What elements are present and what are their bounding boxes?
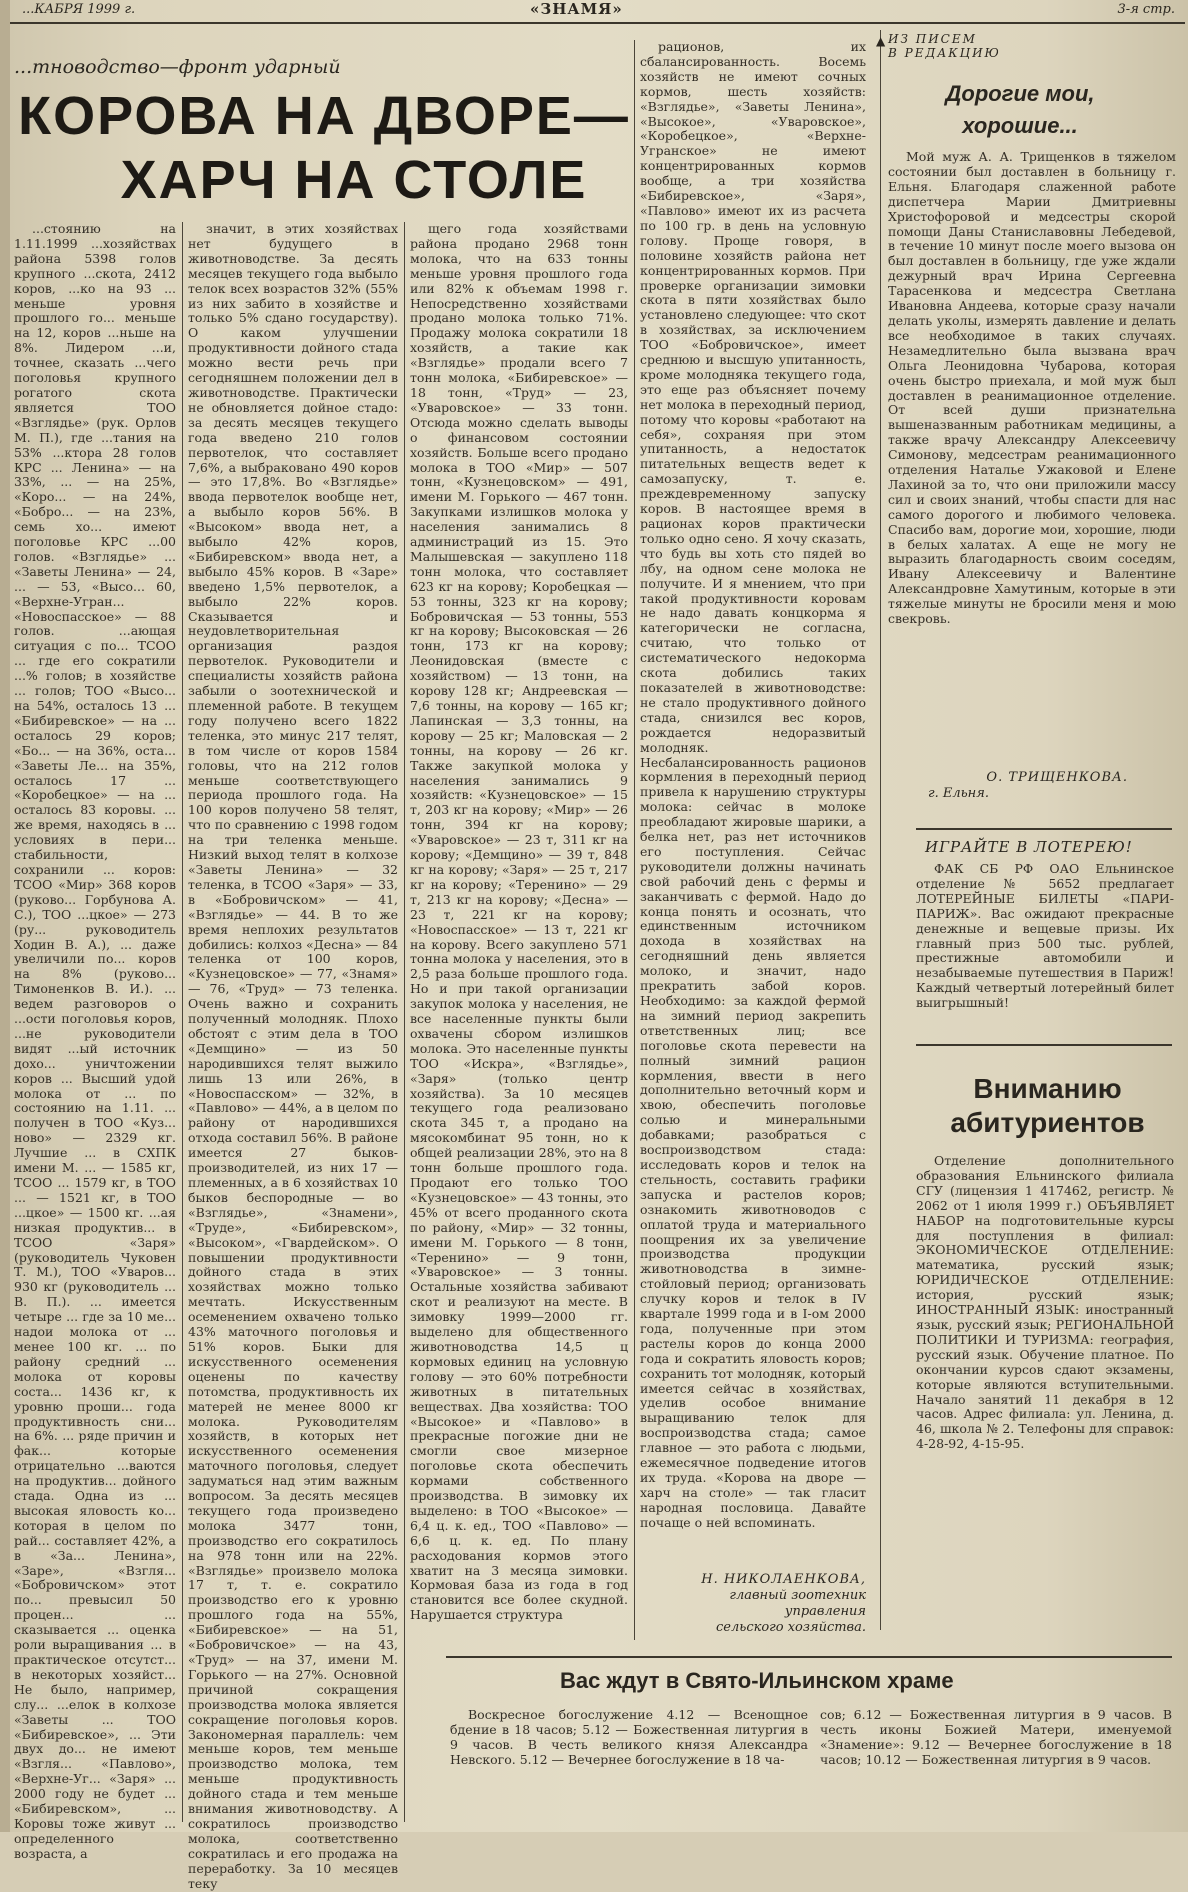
article-headline — [14, 84, 634, 212]
letter-title: Дорогие мои, хорошие... — [945, 81, 1095, 138]
letter-text: Мой муж А. А. Трищенков в тяжелом состоянии был доставлен в больницу г. Ельня. Благодаря слаженной работе диспетчера Марии Дмитриевны Христофоровой и медсестры скорой помощи Даны Станиславовны Лебедевой, в течение 10 минут после моего вызова он был доставлен в больницу, где уже ждали дежурный врач Ирина Сергеевна Тарасенкова и медсестра Светлана Ивановна Андеева, которые сразу начали делать уколы, измерять давление и делать все необходимое в таких случаях. Незамедлительно была вызвана врач Ольга Леонидовна Чубарова, которая очень быстро приехала, и мой муж был доставлен в реанимационное отделение. От всей души признательна вышеназванным работникам медицины, а также врачу Александру Алексеевичу Симонову, медсестрам реанимационного отделения Наталье Ужаковой и Елене Лахиной за то, что они приложили массу сил и своих знаний, чтобы спасти для нас самого дорогого и любимого человека. Спасибо вам, дорогие мои, хорошие, люди в белых халатах. А еще не могу не выразить благодарность своим соседям, Ивану Алексеевичу и Валентине Александровне Хамутиным, которые в эти тяжелые минуты не бросили меня и мою свекровь. — [888, 149, 1176, 627]
page-header — [10, 0, 1185, 24]
letter-rubric: ▲ ИЗ ПИСЕМ В РЕДАКЦИЮ — [876, 32, 1001, 60]
column-divider — [634, 40, 635, 1640]
section-divider — [916, 828, 1172, 830]
temple-text-2: сов; 6.12 — Божественная литургия в 9 часов. В честь иконы Божией Матери, именуемой «Знамение»: 9.12 — Вечернее богослужение в 18 часов; 10.12 — Божественная литургия в 9 часов. — [820, 1707, 1172, 1767]
temple-title: Вас ждут в Свято-Ильинском храме — [560, 1668, 954, 1693]
section-divider — [446, 1656, 1172, 1658]
letter-signature: О. ТРИЩЕНКОВА. г. Ельня. — [928, 770, 1128, 801]
article-column-3: щего года хозяйствами района продано 2968 тонн молока, что на 633 тонны меньше уровня прошлого года или 82% к объемам 1998 г. Непосредственно хозяйствами продано молока только 71%. Продажу молока сократили 18 хозяйств, а такие как «Взглядье» продали всего 7 тонн молока, «Бибиревское» — 18 тонн, «Труд» — 23, «Уваровское» — 33 тонн. Отсюда можно сделать выводы о финансовом состоянии хозяйств. Больше всего продано молока в ТОО «Мир» — 507 тонн, «Кузнецовском» — 491, имени М. Горького — 467 тонн. Закупками излишков молока у населения занимались 8 администраций из 15. Это Малышевская — закуплено 118 тонн молока, что составляет 623 кг на корову; Коробецкая — 53 тонны, 323 кг на корову; Бобровичская — 53 тонны, 553 кг на корову; Высоковская — 26 тонн, 173 кг на корову; Леонидовская (вместе с хозяйством) — 13 тонн, на корову 128 кг; Андреевская — 7,6 тонны, на корову — 165 кг; Лапинская — 3,3 тонны, на корову — 25 кг; Маловская — 2 тонны, на корову — 26 кг. Также закупкой молока у населения занимались 9 хозяйств: «Кузнецовское» — 15 т, 203 кг на корову; «Мир» — 26 тонн, 394 кг на корову; «Уваровское» — 23 т, 311 кг на корову; «Демщино» — 39 т, 848 кг на корову; «Заря» — 25 т, 217 кг на корову; «Теренино» — 29 т, 213 кг на корову; «Десна» — 23 т, 221 кг на корову; «Новоспасское» — 13 т, 221 кг на корову. Всего закуплено 571 тонна молока у населения, это в 2,5 раза больше прошлого года. Но и при такой организации закупок молока у населения, не все населенные пункты были охвачены сбором излишков молока. Это населенные пункты ТОО «Искра», «Взглядье», «Заря» (только центр хозяйства). За 10 месяцев текущего года реализовано скота 345 т, а продано на мясокомбинат 95 тонн, но к общей реализации 28%, это на 8 тонн больше прошлого года. Продают его только ТОО «Кузнецовское» — 43 тонны, это 45% от всего проданного скота по району, «Мир» — 32 тонны, имени М. Горького — 8 тонн, «Теренино» — 9 тонн, «Уваровское» — 3 тонны. Остальные хозяйства забивают скот и реализуют на месте. В зимовку 1999—2000 гг. выделено для общественного животноводства 14,5 ц кормовых единиц на условную голову — это 60% потребности животных в питательных веществах. Два хозяйства: ТОО «Высокое» и «Павлово» в прекрасные погожие дни не смогли свое мизерное поголовье скота обеспечить кормами собственного производства. В зимовку их выделено: в ТОО «Высокое» — 6,4 ц. к. ед., ТОО «Павлово» — 6,6 ц. к. ед. По плану расходования кормов этого хватит на 3 месяца зимовки. Кормовая база из года в год становится все более скудной. Нарушается структура — [410, 221, 628, 1623]
article-column-2: значит, в этих хозяйствах нет будущего в животноводстве. За десять месяцев текущего года выбыло телок всех возрастов 32% (55% из них забито в хозяйстве и только 5% сдано государству). О каком улучшении продуктивности дойного стада можно вести речь при сегодняшнем положении дел в животноводстве. Практически не обновляется дойное стадо: за десять месяцев текущего года введено 210 голов первотелок, что составляет 7,6%, а выбраковано 490 коров — это 17,8%. Во «Взглядье» ввода первотелок вообще нет, а выбыло коров 56%. В «Высоком» ввода нет, а выбыло 42% коров, «Бибиревском» ввода нет, а выбыло 45% коров. В «Заре» введено 1,5% первотелок, а выбыло 22% коров. Сказывается и неудовлетворительная организация раздоя первотелок. Руководители и специалисты хозяйств района забыли о зоотехнической и племенной работе. В текущем году получено всего 1822 теленка, это минус 217 телят, в том числе от коров 1584 головы, что на 212 голов меньше соответствующего периода прошлого года. На 100 коров получено 58 телят, что по сравнению с 1998 годом на три теленка меньше. Низкий выход телят в колхозе «Заветы Ленина» — 32 теленка, в ТСОО «Заря» — 33, в «Бобровичском» — 41, «Взглядье» — 44. В то же время неплохих результатов добились: колхоз «Десна» — 84 теленка от 100 коров, «Кузнецовское» — 77, «Знамя» — 76, «Труд» — 73 теленка. Очень важно и сохранить полученный молодняк. Плохо обстоят с этим дела в ТОО «Демщино» — из 50 народившихся телят выжило лишь 13 или 26%, в «Новоспасском» — 32%, в «Павлово» — 44%, а в целом по району от народившихся отхода составил 56%. В районе имеется 27 быков-производителей, из них 17 — племенных, а в 6 хозяйствах 10 быков беспородные — во «Взглядье», «Знамени», «Труде», «Бибиревском», «Высоком», «Гвардейском». О повышении продуктивности дойного стада в этих хозяйствах можно только мечтать. Искусственным осеменением охвачено только 43% маточного поголовья и 51% коров. Быки для искусственного осеменения оценены по качеству потомства, продуктивность их матерей не менее 8000 кг молока. Руководителям хозяйств, в которых нет искусственного осеменения маточного поголовья, следует задуматься над этим важным вопросом. За десять месяцев текущего года произведено молока 3477 тонн, производство его сократилось на 978 тонн или на 22%. «Взглядье» произвело молока 17 т, т. е. сократило производство его к уровню прошлого года на 55%, «Бибиревское» — на 51, «Бобровичское» — на 43, «Труд» — на 37, имени М. Горького — на 27%. Основной причиной сокращения производства молока является сокращение поголовья коров. Закономерная параллель: чем меньше коров, тем меньше производство молока, тем меньше продуктивность дойного стада и тем меньше внимания животноводству. А сократилось производство молока, соответственно сократилась и его продажа на переработку. За 10 месяцев теку — [188, 221, 398, 1891]
page-fold — [0, 0, 10, 1832]
article-signature: Н. НИКОЛАЕНКОВА, главный зоотехник управления сельского хозяйства. — [701, 1572, 866, 1635]
column-divider — [404, 222, 405, 1822]
temple-text-1: Воскресное богослужение 4.12 — Всенощное бдение в 18 часов; 5.12 — Божественная литургия в 9 часов. В честь великого князя Александра Невского. 5.12 — Вечернее богослужение в 18 ча- — [450, 1707, 808, 1767]
headline-line-2: ХАРЧ НА СТОЛЕ — [120, 150, 588, 210]
column-divider — [880, 30, 881, 1630]
lottery-text: ФАК СБ РФ ОАО Ельнинское отделение № 5652 предлагает ЛОТЕРЕЙНЫЕ БИЛЕТЫ «ПАРИ-ПАРИЖ». Вас ожидают прекрасные денежные и вещевые призы. Их главный приз 500 тыс. рублей, престижные автомобили и незабываемые путешествия в Париж! Каждый четвертый лотерейный билет выигрышный! — [916, 861, 1174, 1011]
triangle-icon: ▲ — [876, 34, 888, 48]
lottery-title: ИГРАЙТЕ В ЛОТЕРЕЮ! — [925, 838, 1133, 856]
issue-date: ...КАБРЯ 1999 г. — [22, 2, 136, 17]
column-divider — [182, 222, 183, 1822]
article-rubric: ...тноводство—фронт ударный — [14, 56, 341, 78]
applicants-text: Отделение дополнительного образования Ельнинского филиала СГУ (лицензия 1 417462, регистр. № 2062 от 1 июля 1999 г.) ОБЪЯВЛЯЕТ НАБОР на подготовительные курсы для поступления в филиал: ЭКОНОМИЧЕСКОЕ ОТДЕЛЕНИЕ: математика, русский язык; ЮРИДИЧЕСКОЕ ОТДЕЛЕНИЕ: история, русский язык; ИНОСТРАННЫЙ ЯЗЫК: иностранный язык, русский язык; РЕГИОНАЛЬНОЙ ПОЛИТИКИ И ТУРИЗМА: география, русский язык. Обучение платное. По окончании курсов сдают экзамены, которые являются вступительными. Начало занятий 11 декабря в 12 часов. Адрес филиала: ул. Ленина, д. 46, школа № 2. Телефоны для справок: 4-28-92, 4-15-95. — [916, 1153, 1174, 1452]
article-column-4: рационов, их сбалансированность. Восемь хозяйств не имеют сочных кормов, шесть хозяйств: «Взглядье», «Заветы Ленина», «Высокое», «Уваровское», «Коробецкое», «Верхне-Угранское» не имеют концентрированных кормов вообще, а три хозяйства «Бибиревское», «Заря», «Павлово» имеют их из расчета по 100 гр. в день на условную голову. Проще говоря, в половине хозяйств района нет концентрированных кормов. При проверке организации зимовки скота в пяти хозяйствах было установлено следующее: что скот в хозяйствах, за исключением ТОО «Бобровичское», имеет среднюю и высшую упитанность, кроме молодняка текущего года, это еще раз объясняет почему нет молока в переходный период, потому что коровы «работают на себя», сохраняя при этом упитанность, а недостаток питательных веществ ведет к самозапуску, т. е. преждевременному запуску коров. В настоящее время в рационах коров практически только одно сено. Я хочу сказать, что будь вы хоть сто пядей во лбу, на одном сене молока не получите. И я мнением, что при такой продуктивности коровам не надо давать концкорма я категорически не согласна, считаю, что только от систематического недокорма скота добились таких показателей в животноводстве: не стало продуктивного дойного стада, снизился вес коров, рождается недоразвитый молодняк. Несбалансированность рационов кормления в переходный период привела к нарушению структуры молока: сейчас в молоке преобладают жировые шарики, а белка нет, раз нет источников его поступления. Сейчас руководители должны начинать свой рабочий день с фермы и заканчивать с фермой. Надо до конца понять и осознать, что единственным источником дохода в хозяйствах на сегодняшний день является молоко, и значит, надо прекратить забой коров. Необходимо: за каждой фермой на зимний период закрепить ответственных лиц; все поголовье скота перевести на полный зимний рацион кормления, ввести в него дополнительно веточный корм и хвою, обеспечить поголовье солью и минеральными добавками; разобраться с воспроизводством стада: исследовать коров и телок на стельность, составить графики запуска и растелов коров; ознакомить животноводов с оплатой труда и материального поощрения их за увеличение производства продукции животноводства в зимне-стойловый период; организовать случку коров и телок в IV квартале 1999 года и в I-ом 2000 года, полученные при этом растелы коров до конца 2000 года и сократить яловость коров; сохранить тот молодняк, который имеется сейчас в хозяйствах, уделив особое внимание выращиванию телок для воспроизводства стада; самое главное — это работа с людьми, ежемесячное подведение итогов их труда. «Корова на дворе — харч на столе» — так гласит народная пословица. Давайте почаще о ней вспоминать. — [640, 39, 866, 1530]
newspaper-name: «ЗНАМЯ» — [530, 0, 623, 18]
applicants-title: Вниманию абитуриентов — [950, 1073, 1145, 1138]
headline-line-1: КОРОВА НА ДВОРЕ— — [18, 86, 630, 146]
section-divider — [916, 1044, 1172, 1046]
article-column-1: ...стоянию на 1.11.1999 ...хозяйствах района 5398 голов крупного ...скота, 2412 коров, ...ко на 93 ... меньше уровня прошлого го... меньше на 12, коров ...ньше на 8%. Лидером ...и, точнее, сказать ...чего поголовья крупного рогатого скота является ТОО «Взглядье» (рук. Орлов М. П.), где ...тания на 53% ...ктора 28 голов КРС ... Ленина» — на 33%, ... — на 25%, «Коро... — на 24%, «Бобро... — на 23%, семь хо... имеют поголовье КРС ...00 голов. «Взглядье» ... «Заветы Ленина» — 24, ... — 53, «Высо... 60, «Верхне-Угран... «Новоспасское» — 88 голов. ...ающая ситуация с по... ТСОО ... где его сократили ...% голов; в хозяйстве ... голов; ТОО «Высо... на 54%, осталось 13 ... «Бибиревское» — на ... осталось 29 коров; «Бо... — на 36%, оста... «Заветы Ле... на 35%, осталось 17 ... «Коробецкое» — на ... осталось 83 коровы. ... же время, находясь в ... условиях в пери... стабильности, сохранили ... коров: ТСОО «Мир» 368 коров (руково... Горбунова А. С.), ТОО ...цкое» — 273 (ру... руководитель Ходин В. А.), ... даже увеличили по... коров на 8% (руково... Тимоненков В. И.). ... ведем разговоров о ...ости поголовья коров, ...не руководители видят ...ый источник дохо... уничтожении коров ... Высший удой молока от ... по состоянию на 1.11. ... получен в ТОО «Куз... ново» — 2329 кг. Лучшие ... в СХПК имени М. ... — 1585 кг, ТСОО ... 1579 кг, в ТОО ... — 1521 кг, в ТОО ...цкое» — 1500 кг. ...ая низкая продуктив... в ТСОО «Заря» (руководитель Чуковен Т. М.), ТОО «Уваров... 930 кг (руководитель ... В. П.). ... имеется четыре ... где за 10 ме... надои молока от ... менее 100 кг. ... по району средний ... молока от коровы соста... 1436 кг, к уровню проши... года продуктивность сни... на 6%. ... ряде причин и фак... которые отрицательно ...ваются на продуктив... дойного стада. Одна из ... высокая яловость ко... которая в целом по рай... составляет 42%, а в «За... Ленина», «Заре», «Взгля... «Бобровичском» этот по... превысил 50 процен... ... сказывается ... оценка роли выращивания ... в практическое отсутст... в некоторых хозяйст... Не было, например, слу... ...елок в колхозе «Заветы ... ТОО «Бибиревское», ... Эти двух до... не имеют «Взгля... «Павлово», «Верхне-Уг... «Заря» ... 2000 году не будет ... «Бибиревском», ... Коровы тоже живут ... определенного возраста, а — [14, 221, 176, 1861]
page-number: 3-я стр. — [1117, 2, 1175, 17]
